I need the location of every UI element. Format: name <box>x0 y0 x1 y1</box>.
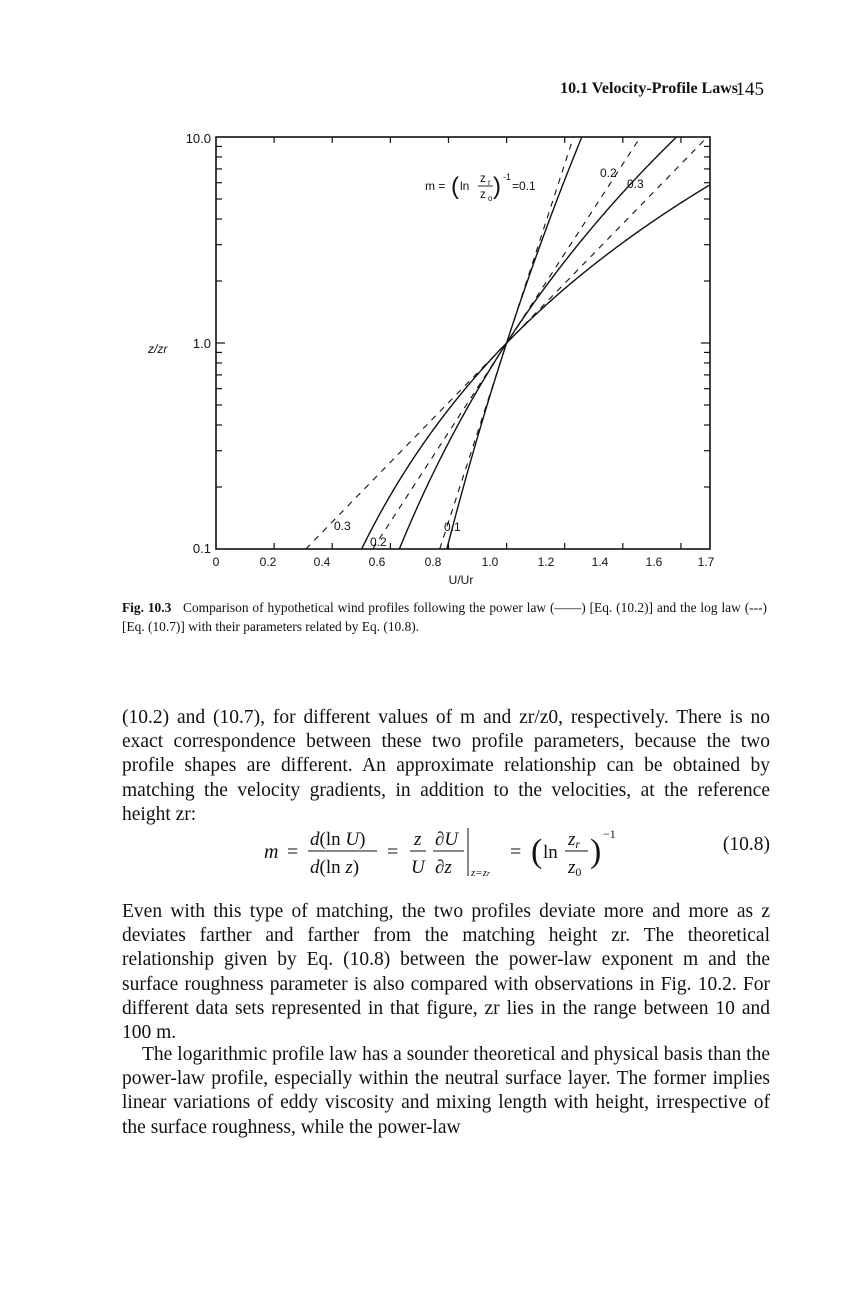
svg-text:z0: z0 <box>568 857 582 879</box>
paragraph-3-text: The logarithmic profile law has a sounder theoretical and physical basis than the power-law profile, especially within the neutral surface layer. The former implies linear variations of eddy viscosity and mixing length with height, irrespective of the surface roughness, while the power-law <box>122 1044 770 1138</box>
svg-text:(: ( <box>531 833 543 870</box>
power-law-label-0.1: 0.1 <box>444 520 461 534</box>
svg-text:o: o <box>488 194 493 203</box>
y-tick-label-1: 1.0 <box>192 336 211 351</box>
svg-text:r: r <box>488 178 491 187</box>
equation-number: (10.8) <box>722 834 770 855</box>
profile-curves <box>306 137 710 549</box>
svg-text:ln: ln <box>543 842 558 863</box>
power-law-curve-0.2 <box>399 137 676 549</box>
m-annotation <box>425 172 536 203</box>
x-tick-label-0.6: 0.6 <box>368 555 386 569</box>
power-law-label-0.2: 0.2 <box>370 535 387 549</box>
y-tick-label-0.1: 0.1 <box>192 541 211 556</box>
svg-text:=: = <box>287 841 299 863</box>
paragraph-3 <box>122 1043 770 1140</box>
paragraph-1-text: (10.2) and (10.7), for different values of m and zr/z0, respectively. There is no exact correspondence between these two profile parameters, because the two profile shapes are different. An approximate relationship can be obtained by matching the velocity gradients, in addition to the velocities, at the reference height zr: <box>122 707 770 825</box>
x-tick-label-1.4: 1.4 <box>591 555 609 569</box>
svg-text:U: U <box>411 857 425 878</box>
x-tick-label-0.8: 0.8 <box>424 555 442 569</box>
section-title: 10.1 Velocity-Profile Laws <box>560 80 738 97</box>
power-law-curve-0.1 <box>447 137 582 549</box>
svg-text:(: ( <box>451 173 459 200</box>
svg-text:∂z: ∂z <box>435 857 452 878</box>
svg-text:): ) <box>493 173 501 200</box>
caption-text: Comparison of hypothetical wind profiles following the power law (——) [Eq. (10.2)] and the log law (---) [Eq. (10.7)] with their parameters related by Eq. (10.8). <box>122 600 767 634</box>
svg-text:z=zr: z=zr <box>471 867 491 879</box>
paragraph-1 <box>122 706 770 827</box>
running-head <box>0 80 864 104</box>
figure-caption <box>122 598 767 636</box>
svg-text:=: = <box>510 841 522 863</box>
log-law-label-0.3: 0.3 <box>334 519 351 533</box>
power-law-curve-0.3 <box>362 185 710 549</box>
svg-text:): ) <box>590 833 602 870</box>
wind-profile-chart <box>0 120 864 600</box>
x-tick-label-1.7: 1.7 <box>697 555 715 569</box>
x-axis-title: U/Ur <box>448 573 474 587</box>
svg-text:m =: m = <box>425 179 446 193</box>
svg-text:−1: −1 <box>603 827 616 841</box>
equation-graphic <box>122 818 682 882</box>
svg-text:zr: zr <box>568 829 581 851</box>
svg-text:d(ln z): d(ln z) <box>310 857 360 878</box>
x-tick-label-0.4: 0.4 <box>313 555 331 569</box>
svg-text:-1: -1 <box>503 172 512 182</box>
log-law-label-0.2: 0.2 <box>600 166 617 180</box>
paragraph-2-text: Even with this type of matching, the two profiles deviate more and more as z deviates farther and farther from the matching height zr. The theoretical relationship given by Eq. (10.8) between the power-law exponent m and the surface roughness parameter is also compared with observations in Fig. 10.2. For different data sets represented in that figure, zr lies in the range between 10 and 100 m. <box>122 901 770 1044</box>
svg-text:∂U: ∂U <box>435 829 459 850</box>
page-number: 145 <box>735 79 764 100</box>
svg-text:d(ln U): d(ln U) <box>310 829 366 850</box>
x-tick-label-0: 0 <box>212 555 220 569</box>
x-tick-label-1.6: 1.6 <box>645 555 663 569</box>
svg-text:z: z <box>480 173 486 185</box>
equation-10-8 <box>122 818 770 882</box>
svg-text:z: z <box>414 829 422 850</box>
paragraph-2 <box>122 900 770 1045</box>
figure-label: Fig. 10.3 <box>122 600 172 615</box>
svg-text:=0.1: =0.1 <box>512 179 536 193</box>
x-tick-label-1.0: 1.0 <box>481 555 499 569</box>
y-axis-title: z/zr <box>148 342 168 356</box>
power-law-label-0.3: 0.3 <box>627 177 644 191</box>
svg-text:ln: ln <box>460 179 470 193</box>
svg-text:=: = <box>387 841 399 863</box>
x-tick-label-0.2: 0.2 <box>259 555 277 569</box>
svg-text:z: z <box>480 189 486 201</box>
x-tick-label-1.2: 1.2 <box>537 555 555 569</box>
log-law-curve-0.2 <box>373 137 641 549</box>
y-tick-label-10: 10.0 <box>185 131 211 146</box>
svg-text:m: m <box>264 841 279 863</box>
